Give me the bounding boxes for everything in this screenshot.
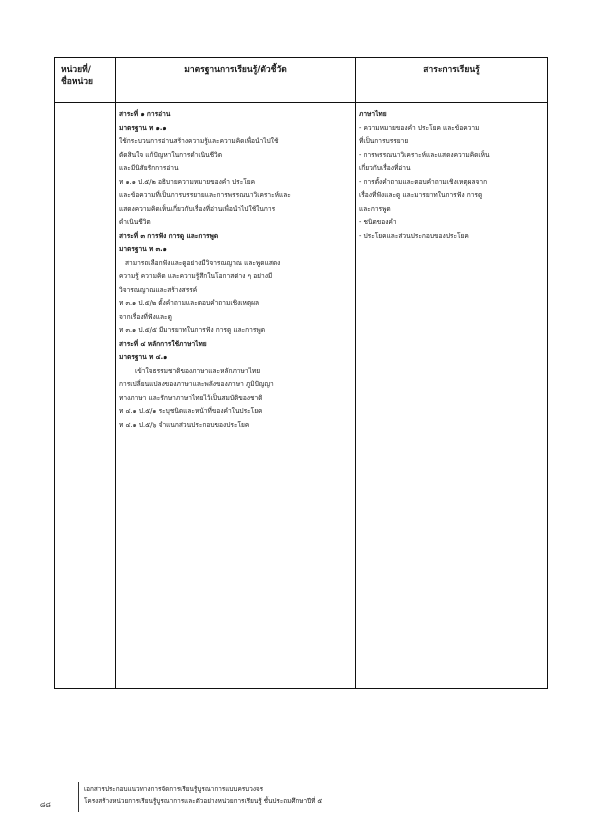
header-unit-line2: ชื่อหน่วย [61, 77, 94, 87]
content-line: ที่เป็นการบรรยาย [359, 137, 409, 145]
content-line: ภาษาไทย [359, 110, 387, 118]
content-line: และการพูด [359, 204, 391, 213]
content-line: เรื่องที่ฟังและดู และมารยาทในการฟัง การดู [359, 191, 483, 199]
standard-line: แสดงความคิดเห็นเกี่ยวกับเรื่องที่อ่านเพื่อนำไปใช้ในการ [119, 204, 276, 213]
standard-line: ตัดสินใจ แก้ปัญหาในการดำเนินชีวิต [119, 150, 223, 159]
standard-line: จากเรื่องที่ฟังและดู [119, 312, 172, 321]
table-header-row [55, 58, 548, 103]
unit-cell [55, 103, 116, 689]
standard-line: สาระที่ ๑ การอ่าน [119, 110, 171, 118]
table-body-row [55, 103, 548, 689]
standard-line: ท ๑.๑ ป.๕/๒ อธิบายความหมายของคำ ประโยค [119, 177, 256, 186]
content-cell [356, 103, 548, 689]
standard-line: สามารถเลือกฟังและดูอย่างมีวิจารณญาณ และพูดแสดง [125, 258, 281, 267]
header-content-label: สาระการเรียนรู้ [423, 65, 480, 75]
standard-line: สาระที่ ๓ การฟัง การดู และการพูด [119, 231, 219, 240]
curriculum-table [54, 57, 548, 689]
standard-line: ท ๓.๑ ป.๕/๕ มีมารยาทในการฟัง การดู และการพูด [119, 326, 266, 334]
footer-line-1: เอกสารประกอบแนวทางการจัดการเรียนรู้บูรณาการแบบครบวงจร [84, 785, 264, 793]
header-unit-line1: หน่วยที่/ [61, 65, 91, 75]
content-line: - ความหมายของคำ ประโยค และข้อความ [359, 123, 480, 132]
content-line: - การพรรณนาวิเคราะห์และแสดงความคิดเห็น [359, 150, 490, 159]
page-number: ๘๘ [40, 801, 51, 809]
standard-line: ดำเนินชีวิต [119, 218, 151, 226]
standard-line: ทางภาษา และรักษาภาษาไทยไว้เป็นสมบัติของชาติ [119, 393, 263, 402]
standard-line: วิจารณญาณและสร้างสรรค์ [119, 285, 198, 294]
footer-divider [78, 782, 79, 812]
footer-line-2: โครงสร้างหน่วยการเรียนรู้บูรณาการและตัวอย่างหน่วยการเรียนรู้ ชั้นประถมศึกษาปีที่ ๕ [84, 797, 323, 805]
standard-line: มาตรฐาน ท ๔.๑ [119, 353, 168, 361]
standard-line: ท ๓.๑ ป.๕/๒ ตั้งคำถามและตอบคำถามเชิงเหตุผล [119, 299, 260, 307]
standards-cell [116, 103, 356, 689]
header-unit [55, 58, 116, 103]
standard-line: และข้อความที่เป็นการบรรยายและการพรรณนาวิเคราะห์และ [119, 191, 291, 199]
content-line: - ชนิดของคำ [359, 218, 397, 226]
page-footer [0, 776, 595, 816]
content-line: - ประโยคและส่วนประกอบของประโยค [359, 231, 469, 240]
content-line: เกี่ยวกับเรื่องที่อ่าน [359, 164, 411, 172]
header-content [356, 58, 548, 103]
standard-line: ท ๔.๑ ป.๕/๖ จำแนกส่วนประกอบของประโยค [119, 420, 250, 429]
standard-line: ใช้กระบวนการอ่านสร้างความรู้และความคิดเพื่อนำไปใช้ [119, 137, 279, 145]
standard-line: ท ๔.๑ ป.๕/๑ ระบุชนิดและหน้าที่ของคำในประโยค [119, 407, 263, 415]
standard-line: และมีนิสัยรักการอ่าน [119, 164, 179, 172]
standard-line: การเปลี่ยนแปลงของภาษาและพลังของภาษา ภูมิปัญญา [119, 380, 274, 388]
standard-line: มาตรฐาน ท ๓.๑ [119, 245, 167, 253]
standard-line: สาระที่ ๔ หลักการใช้ภาษาไทย [119, 339, 207, 348]
standard-line: ความรู้ ความคิด และความรู้สึกในโอกาสต่าง ๆ อย่างมี [119, 272, 273, 280]
content-line: - การตั้งคำถามและตอบคำถามเชิงเหตุผลจาก [359, 177, 488, 186]
standard-line: เข้าใจธรรมชาติของภาษาและหลักภาษาไทย [135, 366, 261, 375]
header-standard [116, 58, 356, 103]
header-standard-label: มาตรฐานการเรียนรู้/ตัวชี้วัด [184, 65, 287, 75]
standard-line: มาตรฐาน ท ๑.๑ [119, 123, 167, 132]
